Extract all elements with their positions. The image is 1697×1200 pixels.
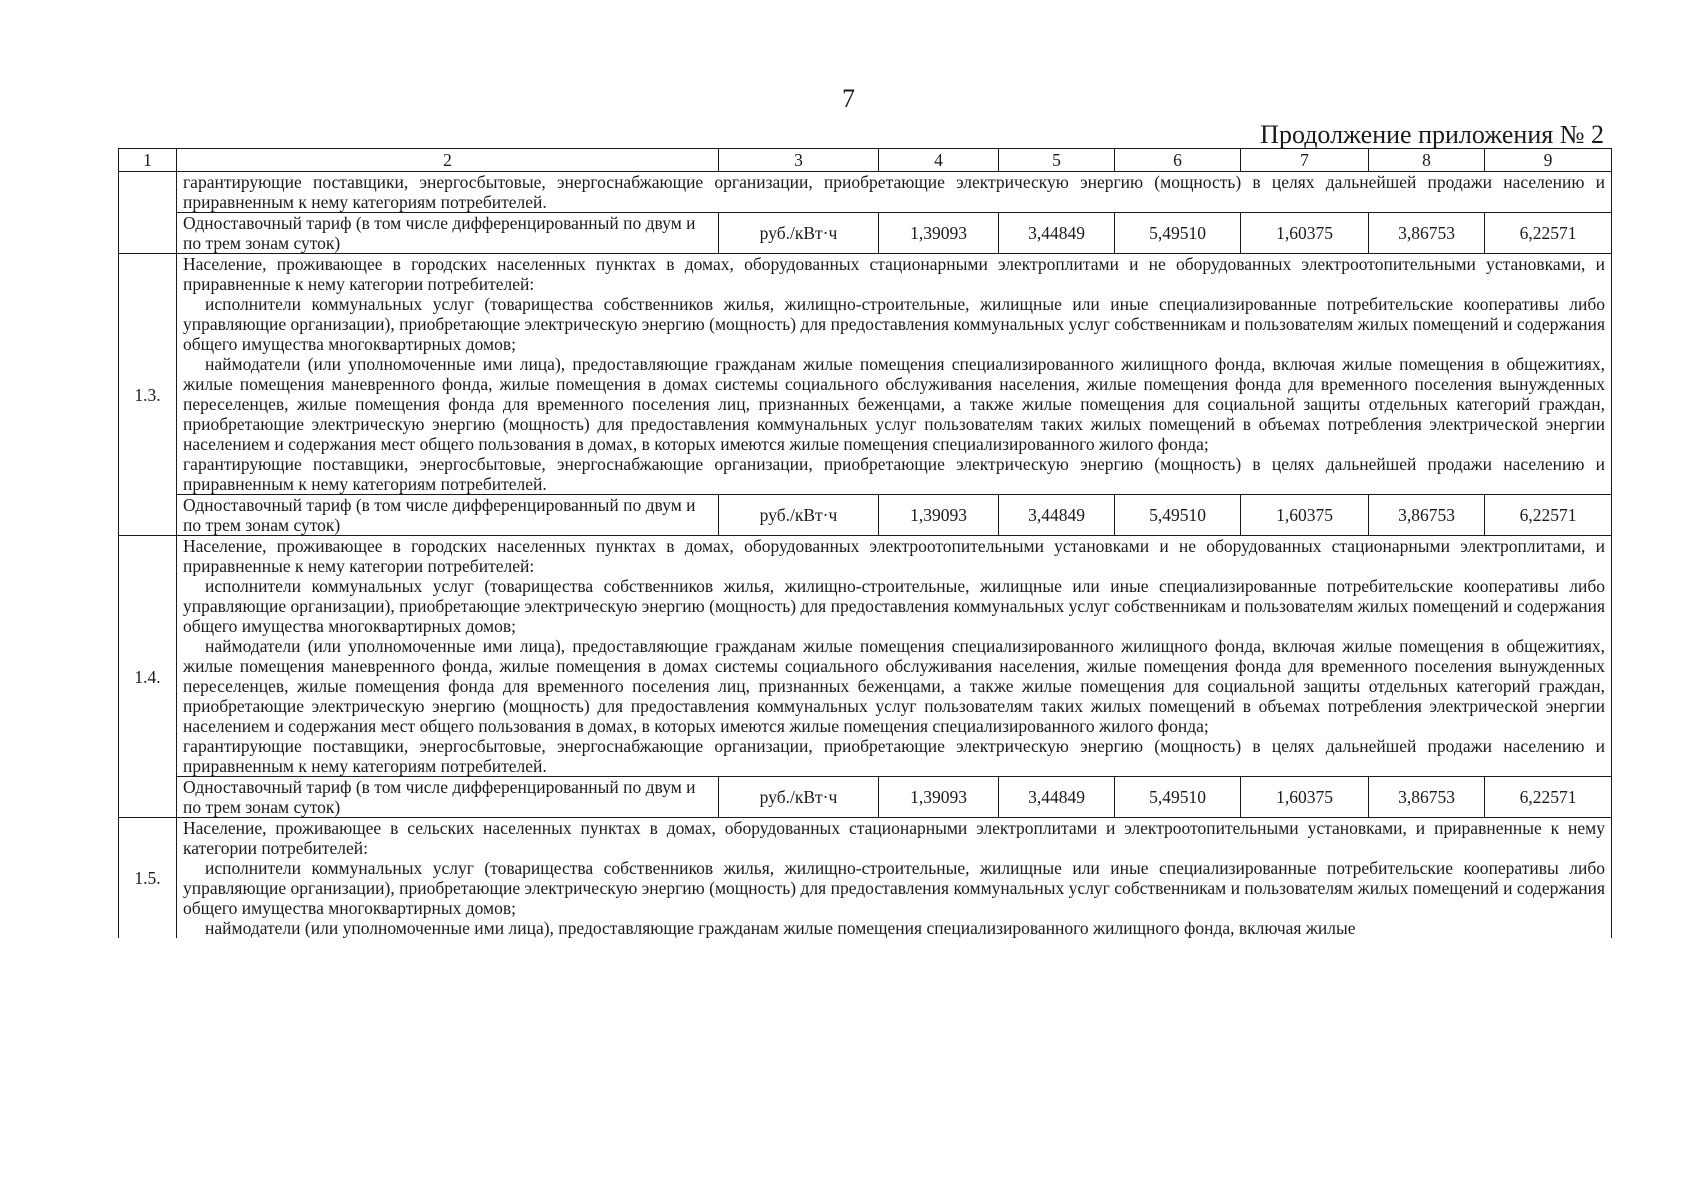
table-row <box>119 254 1612 495</box>
description-paragraph: наймодатели (или уполномоченные ими лица), предоставляющие гражданам жилые помещения специализированного жилищного фонда, включая жилые помещения в общежитиях, жилые помещения маневренного фонда, жилые помещения в домах системы социального обслуживания населения, жилые помещения фонда для временного поселения вынужденных переселенцев, жилые помещения фонда для временного поселения лиц, признанных беженцами, а также жилые помещения для социальной защиты отдельных категорий граждан, приобретающие электрическую энергию (мощность) для предоставления коммунальных услуг пользователям таких жилых помещений в объемах потребления электрической энергии населением и содержания мест общего пользования в домах, в которых имеются жилые помещения специализированного жилого фонда; <box>183 354 1605 454</box>
column-header: 1 <box>119 149 177 172</box>
table-row <box>119 172 1612 213</box>
description-paragraph: наймодатели (или уполномоченные ими лица), предоставляющие гражданам жилые помещения специализированного жилищного фонда, включая жилые <box>205 918 1356 938</box>
tariff-unit: руб./кВт·ч <box>719 495 879 536</box>
description-paragraph: гарантирующие поставщики, энергосбытовые, энергоснабжающие организации, приобретающие электрическую энергию (мощность) в целях дальнейшей продажи населению и приравненным к нему категориям потребителей. <box>183 736 1605 776</box>
row-number: 1.5. <box>119 818 177 939</box>
column-header: 7 <box>1241 149 1369 172</box>
row-number: 1.4. <box>119 536 177 818</box>
description-paragraph: исполнители коммунальных услуг (товарищества собственников жилья, жилищно-строительные, жилищные или иные специализированные потребительские кооперативы либо управляющие организации), приобретающие электрическую энергию (мощность) для предоставления коммунальных услуг собственникам и пользователям жилых помещений и содержания общего имущества многоквартирных домов; <box>183 858 1605 918</box>
table-row <box>119 536 1612 777</box>
row-description <box>177 818 1612 939</box>
tariff-value: 6,22571 <box>1485 213 1612 254</box>
column-header: 9 <box>1485 149 1612 172</box>
tariff-values-row <box>119 777 1612 818</box>
description-paragraph: Население, проживающее в городских населенных пунктах в домах, оборудованных электроотопительными установками и не оборудованных стационарными электроплитами, и приравненные к нему категории потребителей: <box>183 536 1605 576</box>
tariff-value: 5,49510 <box>1115 213 1241 254</box>
tariff-value: 3,86753 <box>1369 777 1485 818</box>
tariff-value: 3,86753 <box>1369 213 1485 254</box>
tariff-label: Одноставочный тариф (в том числе дифференцированный по двум и по трем зонам суток) <box>177 777 719 818</box>
tariff-value: 6,22571 <box>1485 495 1612 536</box>
tariff-value: 3,44849 <box>999 213 1115 254</box>
tariff-unit: руб./кВт·ч <box>719 213 879 254</box>
tariff-values-row <box>119 495 1612 536</box>
tariff-value: 1,39093 <box>879 495 999 536</box>
row-description <box>177 254 1612 495</box>
tariff-value: 3,44849 <box>999 777 1115 818</box>
tariff-value: 1,60375 <box>1241 213 1369 254</box>
tariff-value: 3,86753 <box>1369 495 1485 536</box>
tariff-label: Одноставочный тариф (в том числе дифференцированный по двум и по трем зонам суток) <box>177 213 719 254</box>
table-row <box>119 818 1612 939</box>
tariff-value: 3,44849 <box>999 495 1115 536</box>
description-paragraph: Население, проживающее в городских населенных пунктах в домах, оборудованных стационарными электроплитами и не оборудованных электроотопительными установками, и приравненные к нему категории потребителей: <box>183 254 1605 294</box>
tariff-label: Одноставочный тариф (в том числе дифференцированный по двум и по трем зонам суток) <box>177 495 719 536</box>
tariff-value: 1,39093 <box>879 777 999 818</box>
tariff-value: 5,49510 <box>1115 495 1241 536</box>
tariff-value: 1,39093 <box>879 213 999 254</box>
description-paragraph: исполнители коммунальных услуг (товарищества собственников жилья, жилищно-строительные, жилищные или иные специализированные потребительские кооперативы либо управляющие организации), приобретающие электрическую энергию (мощность) для предоставления коммунальных услуг собственникам и пользователям жилых помещений и содержания общего имущества многоквартирных домов; <box>183 294 1605 354</box>
row-description <box>177 172 1612 213</box>
description-paragraph: Население, проживающее в сельских населенных пунктах в домах, оборудованных стационарными электроплитами и электроотопительными установками, и приравненные к нему категории потребителей: <box>183 818 1605 858</box>
description-paragraph: гарантирующие поставщики, энергосбытовые, энергоснабжающие организации, приобретающие электрическую энергию (мощность) в целях дальнейшей продажи населению и приравненным к нему категориям потребителей. <box>183 454 1605 494</box>
row-number: 1.3. <box>119 254 177 536</box>
tariff-value: 6,22571 <box>1485 777 1612 818</box>
column-header: 4 <box>879 149 999 172</box>
column-header: 8 <box>1369 149 1485 172</box>
description-paragraph: наймодатели (или уполномоченные ими лица), предоставляющие гражданам жилые помещения специализированного жилищного фонда, включая жилые помещения в общежитиях, жилые помещения маневренного фонда, жилые помещения в домах системы социального обслуживания населения, жилые помещения фонда для временного поселения вынужденных переселенцев, жилые помещения фонда для временного поселения лиц, признанных беженцами, а также жилые помещения для социальной защиты отдельных категорий граждан, приобретающие электрическую энергию (мощность) для предоставления коммунальных услуг пользователям таких жилых помещений в объемах потребления электрической энергии населением и содержания мест общего пользования в домах, в которых имеются жилые помещения специализированного жилого фонда; <box>183 636 1605 736</box>
table-header-row <box>119 149 1612 172</box>
column-header: 3 <box>719 149 879 172</box>
column-header: 2 <box>177 149 719 172</box>
tariff-value: 1,60375 <box>1241 777 1369 818</box>
tariff-unit: руб./кВт·ч <box>719 777 879 818</box>
column-header: 6 <box>1115 149 1241 172</box>
tariff-table <box>118 148 1612 938</box>
tariff-value: 1,60375 <box>1241 495 1369 536</box>
column-header: 5 <box>999 149 1115 172</box>
description-paragraph: гарантирующие поставщики, энергосбытовые, энергоснабжающие организации, приобретающие электрическую энергию (мощность) в целях дальнейшей продажи населению и приравненным к нему категориям потребителей. <box>183 172 1605 212</box>
continuation-title: Продолжение приложения № 2 <box>1260 120 1604 149</box>
tariff-value: 5,49510 <box>1115 777 1241 818</box>
description-paragraph: исполнители коммунальных услуг (товарищества собственников жилья, жилищно-строительные, жилищные или иные специализированные потребительские кооперативы либо управляющие организации), приобретающие электрическую энергию (мощность) для предоставления коммунальных услуг собственникам и пользователям жилых помещений и содержания общего имущества многоквартирных домов; <box>183 576 1605 636</box>
row-description <box>177 536 1612 777</box>
page-number: 7 <box>842 84 855 113</box>
tariff-values-row <box>119 213 1612 254</box>
row-number-empty <box>119 172 177 254</box>
